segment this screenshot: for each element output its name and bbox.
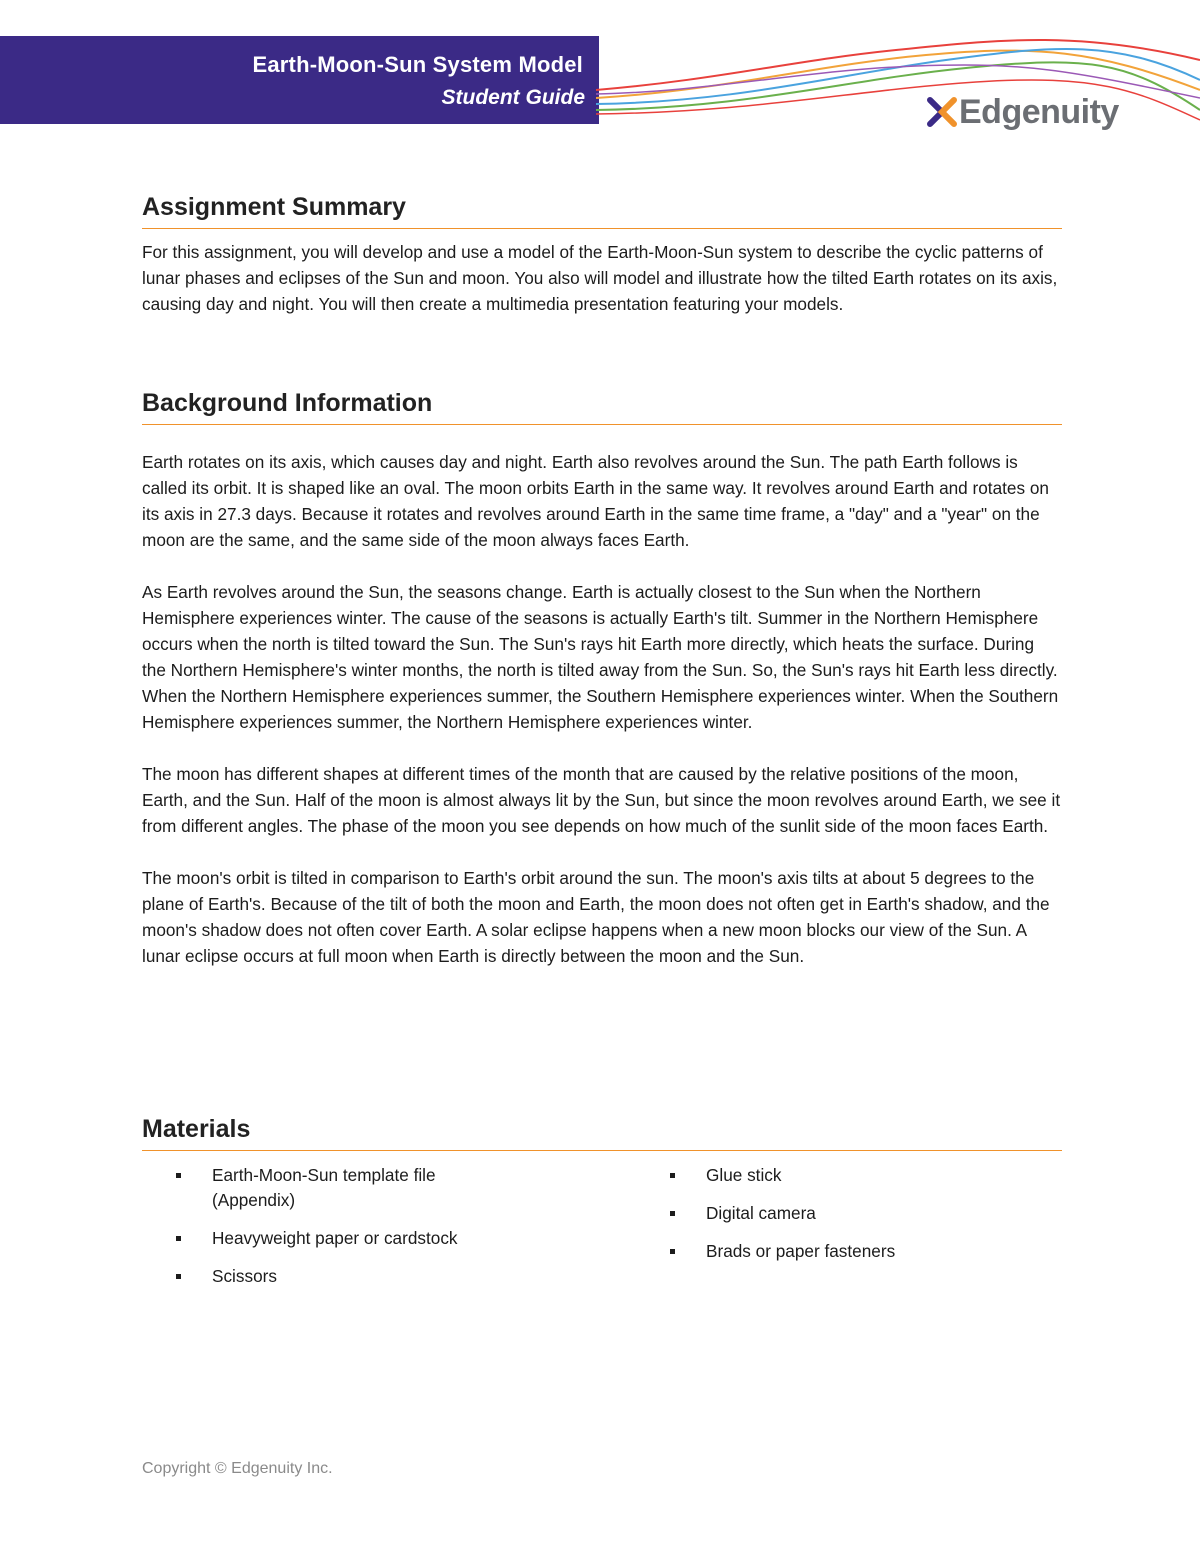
background-paragraph-4: The moon's orbit is tilted in comparison to Earth's orbit around the sun. The moon's axis tilts at about 5 degrees to the plane of Earth's. Because of the tilt of both the moon and Earth, the moon does not often get in Earth's shadow, and the moon's shadow does not often cover Earth. A solar eclipse happens when a new moon blocks our view of the Sun. A lunar eclipse occurs at full moon when Earth is directly between the moon and the Sun. [142,868,1050,966]
background-paragraph-1: Earth rotates on its axis, which causes day and night. Earth also revolves around the Sun. The path Earth follows is called its orbit. It is shaped like an oval. The moon orbits Earth in the same way. It revolves around Earth and rotates on its axis in 27.3 days. Because it rotates and revolves around Earth in the same time frame, a "day" and a "year" on the moon are the same, and the same side of the moon always faces Earth. [142,452,1049,550]
material-label: Scissors [212,1266,277,1286]
material-label: Glue stick [706,1165,782,1185]
material-label: Brads or paper fasteners [706,1241,896,1261]
materials-left-column [176,1163,512,1302]
material-label: Heavyweight paper or cardstock [212,1228,458,1248]
background-paragraph-3: The moon has different shapes at different times of the month that are caused by the relative positions of the moon, Earth, and the Sun. Half of the moon is almost always lit by the Sun, but since the moon revolves around Earth, we see it from different angles. The phase of the moon you see depends on how much of the sunlit side of the moon faces Earth. [142,764,1061,836]
document-title: Earth-Moon-Sun System Model [252,52,583,77]
background-paragraph-2: As Earth revolves around the Sun, the seasons change. Earth is actually closest to the Sun when the Northern Hemisphere experiences winter. The cause of the seasons is actually Earth's tilt. Summer in the Northern Hemisphere occurs when the north is tilted toward the Sun. The Sun's rays hit Earth more directly, which heats the surface. During the Northern Hemisphere's winter months, the north is tilted away from the Sun. So, the Sun's rays hit Earth less directly. When the Northern Hemisphere experiences summer, the Southern Hemisphere experiences winter. When the Southern Hemisphere experiences summer, the Northern Hemisphere experiences winter. [142,582,1059,732]
bullet-icon [670,1211,675,1216]
assignment-summary-section [142,193,1062,317]
document-subtitle: Student Guide [441,86,585,109]
edgenuity-x-icon [927,97,957,127]
list-item [176,1163,512,1213]
copyright-footer: Copyright © Edgenuity Inc. [142,1460,333,1477]
background-heading: Background Information [142,389,1062,425]
assignment-summary-text: For this assignment, you will develop and use a model of the Earth-Moon-Sun system to describe the cyclic patterns of lunar phases and eclipses of the Sun and moon. You also will model and illustrate how the tilted Earth rotates on its axis, causing day and night. You will then create a multimedia presentation featuring your models. [142,242,1058,314]
material-label: Earth-Moon-Sun template file (Appendix) [212,1165,436,1210]
edgenuity-logo [927,92,1119,132]
list-item [176,1226,512,1251]
list-item [670,1239,1006,1264]
bullet-icon [670,1173,675,1178]
bullet-icon [176,1173,181,1178]
bullet-icon [670,1249,675,1254]
materials-section [142,1115,1062,1151]
list-item [670,1201,1006,1226]
list-item [176,1264,512,1289]
bullet-icon [176,1274,181,1279]
assignment-summary-heading: Assignment Summary [142,193,1062,229]
logo-text: Edgenuity [959,92,1119,131]
list-item [670,1163,1006,1188]
background-section [142,389,1062,969]
material-label: Digital camera [706,1203,816,1223]
bullet-icon [176,1236,181,1241]
header-band [0,36,599,124]
materials-right-column [670,1163,1006,1277]
materials-heading: Materials [142,1115,1062,1151]
